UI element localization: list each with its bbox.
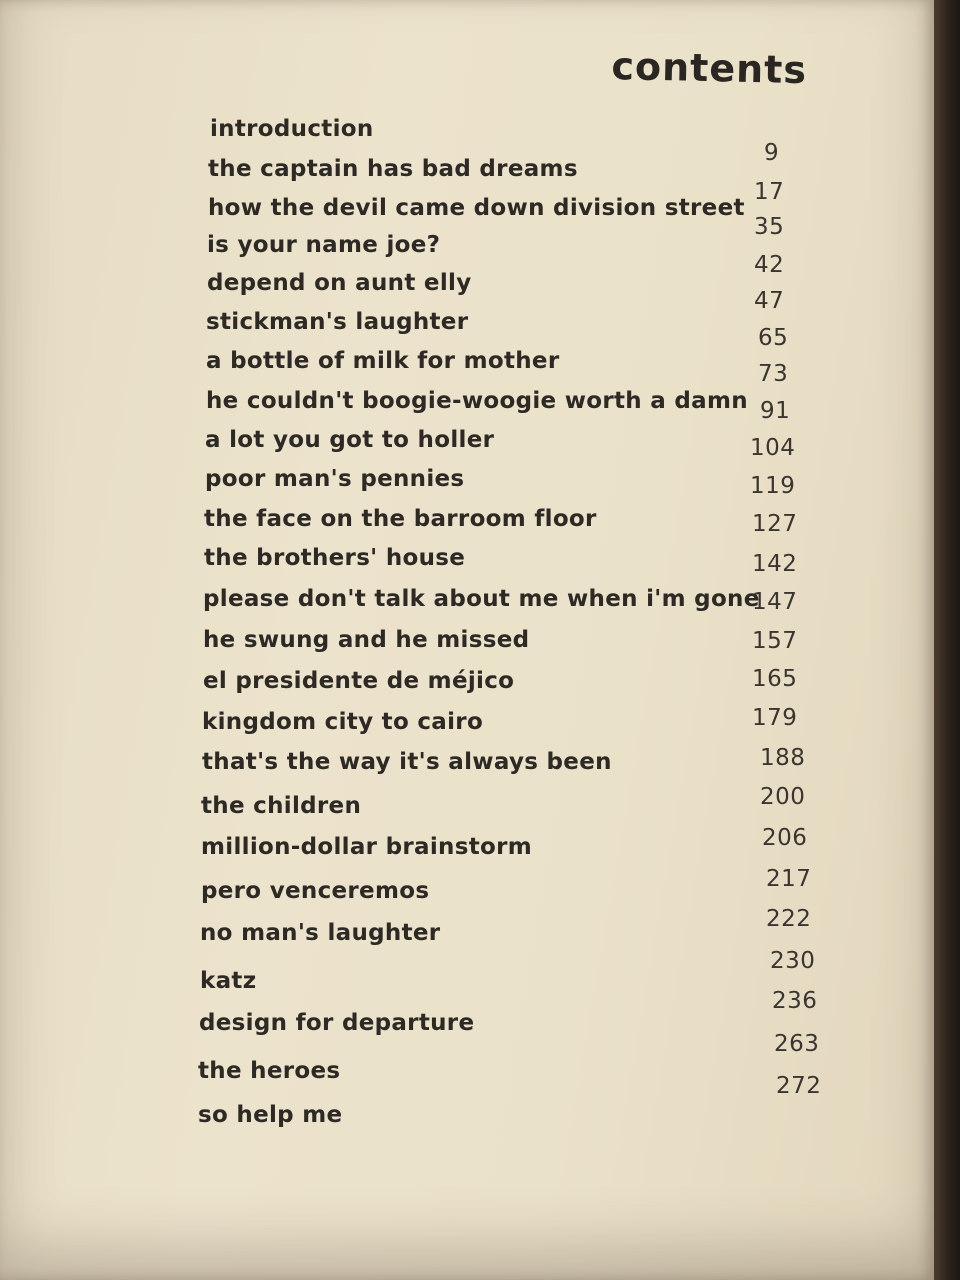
- entry-page-number: 147: [752, 589, 798, 615]
- entry-title: a bottle of milk for mother: [206, 348, 560, 374]
- entry-title: how the devil came down division street: [208, 195, 745, 221]
- entry-page-number: 217: [766, 866, 812, 892]
- contents-heading: contents: [611, 44, 808, 93]
- entry-page-number: 188: [760, 745, 806, 771]
- entry-page-number: 119: [750, 473, 796, 499]
- entry-page-number: 222: [766, 906, 812, 932]
- entry-title: million-dollar brainstorm: [201, 834, 533, 860]
- entry-title: the heroes: [198, 1058, 341, 1084]
- entry-title: poor man's pennies: [205, 466, 465, 492]
- entry-title: design for departure: [199, 1010, 475, 1036]
- entry-page-number: 230: [770, 948, 816, 974]
- entry-title: pero venceremos: [201, 878, 430, 904]
- entry-page-number: 165: [752, 666, 798, 692]
- book-edge: [934, 0, 960, 1280]
- entry-title: he swung and he missed: [203, 627, 530, 653]
- entry-page-number: 200: [760, 784, 806, 810]
- entry-page-number: 263: [774, 1031, 820, 1057]
- entry-page-number: 17: [754, 179, 785, 205]
- entry-page-number: 65: [758, 325, 789, 351]
- entry-page-number: 157: [752, 628, 798, 654]
- entry-page-number: 9: [764, 140, 780, 166]
- entry-title: he couldn't boogie-woogie worth a damn: [206, 388, 748, 414]
- entry-page-number: 142: [752, 551, 798, 577]
- entry-title: katz: [200, 968, 257, 994]
- entry-title: kingdom city to cairo: [202, 709, 484, 735]
- entry-title: a lot you got to holler: [205, 427, 495, 453]
- entry-page-number: 236: [772, 988, 818, 1014]
- entry-page-number: 104: [750, 435, 796, 461]
- entry-title: introduction: [210, 116, 374, 142]
- entry-title: the children: [201, 793, 362, 819]
- entry-page-number: 127: [752, 511, 798, 537]
- entry-title: please don't talk about me when i'm gone: [203, 586, 760, 612]
- entry-title: depend on aunt elly: [207, 270, 472, 296]
- entry-page-number: 73: [758, 361, 789, 387]
- entry-page-number: 47: [754, 288, 785, 314]
- entry-title: el presidente de méjico: [203, 668, 515, 694]
- entry-page-number: 179: [752, 705, 798, 731]
- entry-title: the captain has bad dreams: [208, 156, 578, 182]
- entry-title: is your name joe?: [207, 232, 441, 258]
- entry-page-number: 35: [754, 214, 785, 240]
- entry-page-number: 272: [776, 1073, 822, 1099]
- entry-title: no man's laughter: [200, 920, 441, 946]
- entry-title: stickman's laughter: [206, 309, 469, 335]
- entry-page-number: 42: [754, 252, 785, 278]
- entry-page-number: 91: [760, 398, 791, 424]
- entry-title: that's the way it's always been: [202, 749, 612, 775]
- entry-title: so help me: [198, 1102, 343, 1128]
- entry-title: the face on the barroom floor: [204, 506, 597, 532]
- entry-page-number: 206: [762, 825, 808, 851]
- entry-title: the brothers' house: [204, 545, 466, 571]
